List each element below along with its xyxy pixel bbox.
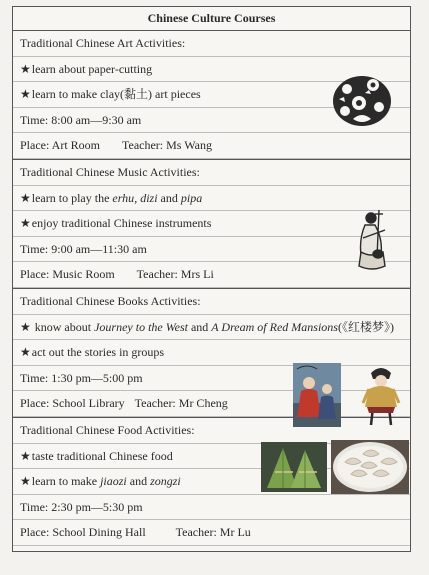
zongzi-icon — [261, 442, 327, 492]
page-title: Chinese Culture Courses — [13, 7, 410, 31]
books-place: Place: School Library Teacher: Mr Cheng — [13, 391, 410, 417]
star-icon: ★ — [20, 448, 31, 463]
books-heading: Traditional Chinese Books Activities: — [13, 289, 410, 315]
star-icon: ★ — [20, 319, 31, 334]
jiaozi-icon — [331, 440, 409, 494]
art-heading: Traditional Chinese Art Activities: — [13, 31, 410, 57]
music-item-2: ★enjoy traditional Chinese instruments — [13, 211, 410, 237]
food-item-1: ★taste traditional Chinese food — [13, 444, 410, 470]
art-item-2: ★learn to make clay(黏土) art pieces — [13, 82, 410, 108]
food-section — [13, 418, 410, 546]
course-table — [12, 6, 411, 552]
star-icon: ★ — [20, 61, 31, 76]
books-item-2: ★act out the stories in groups — [13, 340, 410, 366]
musician-icon — [353, 208, 391, 272]
art-item-1: ★learn about paper-cutting — [13, 57, 410, 83]
music-place: Place: Music Room Teacher: Mrs Li — [13, 262, 410, 288]
books-time: Time: 1:30 pm—5:00 pm — [13, 366, 410, 392]
star-icon: ★ — [20, 216, 31, 231]
food-item-2: ★learn to make jiaozi and zongzi — [13, 469, 410, 495]
food-time: Time: 2:30 pm—5:30 pm — [13, 495, 410, 521]
music-heading: Traditional Chinese Music Activities: — [13, 160, 410, 186]
star-icon: ★ — [20, 87, 31, 102]
art-section — [13, 31, 410, 160]
music-section — [13, 160, 410, 289]
art-time: Time: 8:00 am—9:30 am — [13, 108, 410, 134]
art-place: Place: Art Room Teacher: Ms Wang — [13, 133, 410, 159]
star-icon: ★ — [20, 190, 31, 205]
music-item-1: ★learn to play the erhu, dizi and pipa — [13, 186, 410, 212]
food-heading: Traditional Chinese Food Activities: — [13, 418, 410, 444]
opera-figure-icon — [361, 365, 401, 427]
paper-cutting-icon — [329, 71, 395, 131]
music-time: Time: 9:00 am—11:30 am — [13, 237, 410, 263]
food-place: Place: School Dining Hall Teacher: Mr Lu — [13, 520, 410, 546]
star-icon: ★ — [20, 474, 31, 489]
books-item-1: ★ know about Journey to the West and A Dream of Red Mansions(《红楼梦》) — [13, 315, 410, 341]
book-scene-icon — [293, 363, 341, 427]
star-icon: ★ — [20, 345, 31, 360]
books-section — [13, 289, 410, 418]
